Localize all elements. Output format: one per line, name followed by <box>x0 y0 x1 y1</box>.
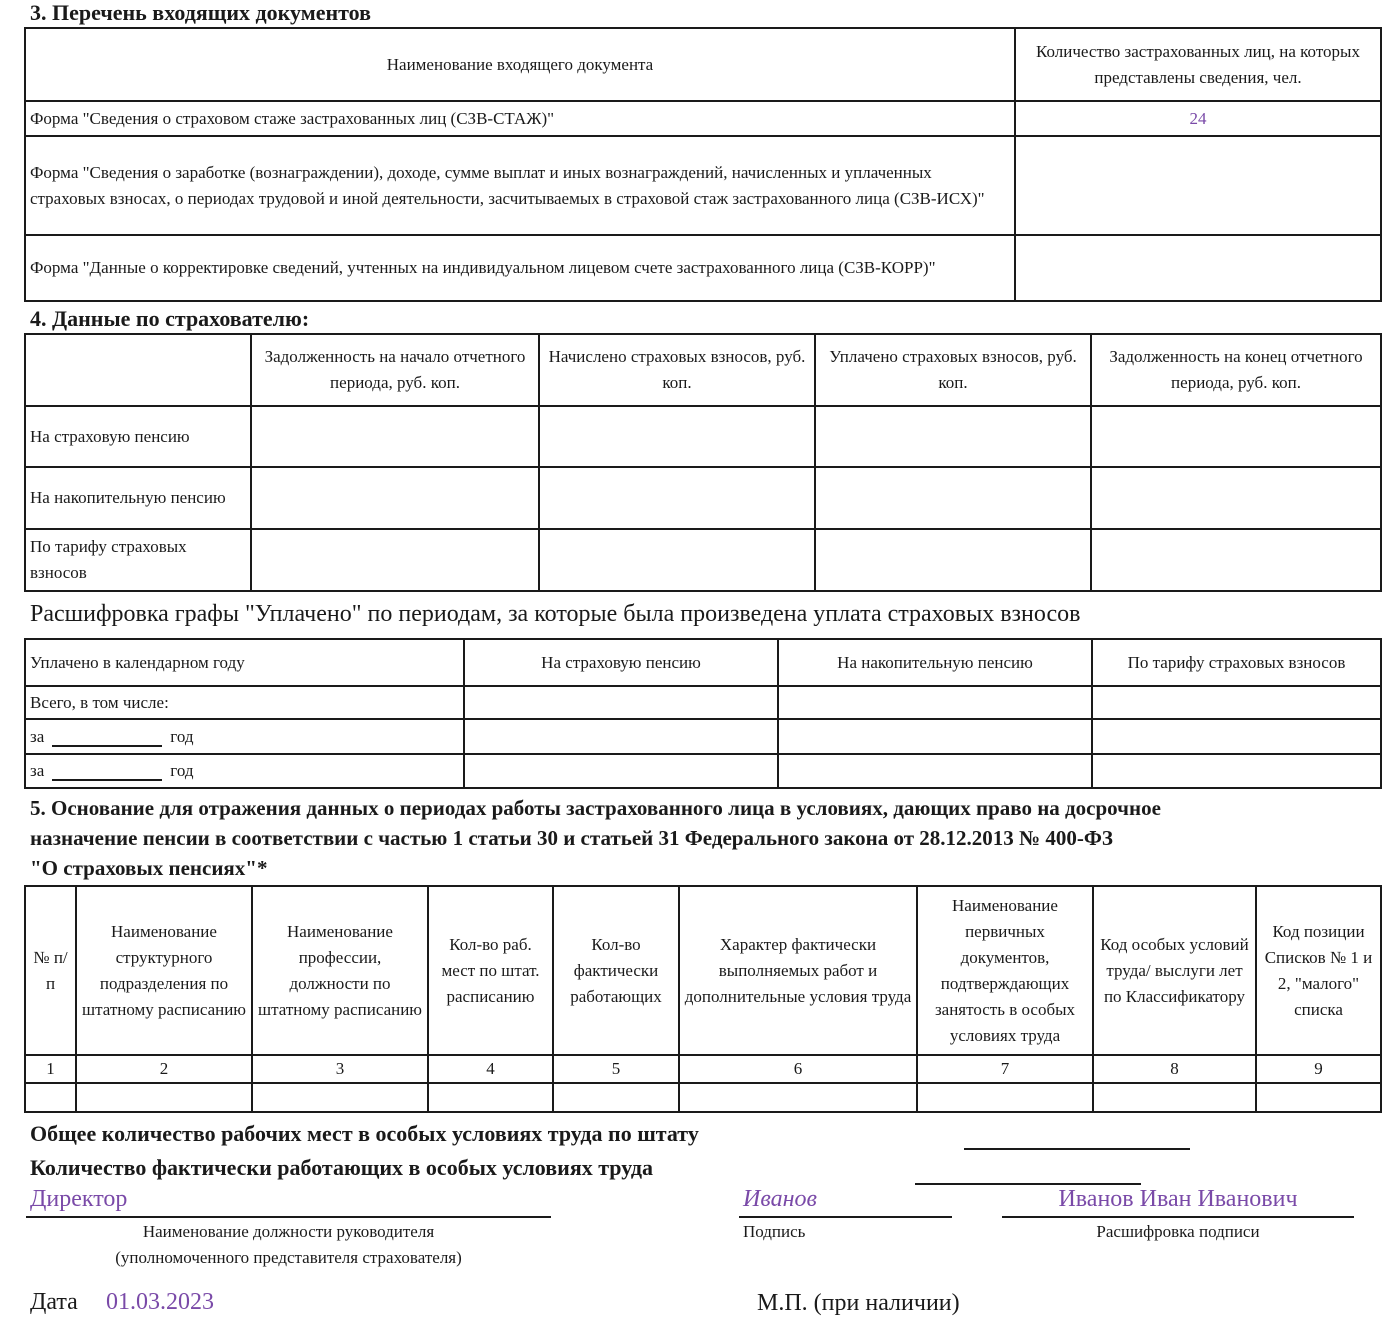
name-caption: Расшифровка подписи <box>1096 1222 1260 1241</box>
cell-input[interactable] <box>464 754 778 788</box>
col-number: 8 <box>1093 1055 1256 1083</box>
cell-input[interactable] <box>25 1083 76 1112</box>
cell-input[interactable] <box>1093 1083 1256 1112</box>
section5-title-line3: "О страховых пенсиях"* <box>30 856 268 880</box>
col-header-conditions-code: Код особых условий труда/ выслуги лет по Классификатору <box>1093 886 1256 1055</box>
col-header-primary-docs: Наименование первичных документов, подтверждающих занятость в особых условиях труда <box>917 886 1093 1055</box>
cell-input[interactable] <box>251 529 539 591</box>
cell-input[interactable] <box>679 1083 917 1112</box>
stamp-label: М.П. (при наличии) <box>757 1290 960 1316</box>
cell-input[interactable] <box>464 686 778 719</box>
col-number: 4 <box>428 1055 553 1083</box>
doc-count-szv-stazh[interactable]: 24 <box>1015 101 1381 136</box>
col-header-actual-workers: Кол-во фактически работающих <box>553 886 679 1055</box>
col-header-paid: Уплачено страховых взносов, руб. коп. <box>815 334 1091 406</box>
position-value[interactable]: Директор <box>30 1186 128 1212</box>
doc-name-szv-korr: Форма "Данные о корректировке сведений, учтенных на индивидуальном лицевом счете застрахованного лица (СЗВ-КОРР)" <box>25 235 1015 301</box>
cell-input[interactable] <box>815 529 1091 591</box>
actual-workers-label: Количество фактически работающих в особых условиях труда <box>30 1155 653 1180</box>
cell-input[interactable] <box>251 467 539 529</box>
col-header-tariff: По тарифу страховых взносов <box>1092 639 1381 686</box>
cell-input[interactable] <box>539 467 815 529</box>
cell-input[interactable] <box>1091 467 1381 529</box>
col-header-debt-start: Задолженность на начало отчетного периода, руб. коп. <box>251 334 539 406</box>
col-header-accrued: Начислено страховых взносов, руб. коп. <box>539 334 815 406</box>
col-header-insurance-pension: На страховую пенсию <box>464 639 778 686</box>
date-value[interactable]: 01.03.2023 <box>106 1289 214 1315</box>
col-header-work-nature: Характер фактически выполняемых работ и дополнительные условия труда <box>679 886 917 1055</box>
incoming-docs-table <box>24 27 1382 302</box>
col-number: 7 <box>917 1055 1093 1083</box>
cell-input[interactable] <box>815 406 1091 467</box>
year-field[interactable] <box>52 729 162 747</box>
position-caption-2: (уполномоченного представителя страхователя) <box>115 1248 462 1267</box>
cell-input[interactable] <box>1092 754 1381 788</box>
row-label-year-2 <box>25 754 464 788</box>
cell-input[interactable] <box>778 754 1092 788</box>
total-staff-places-field[interactable] <box>964 1148 1190 1150</box>
actual-workers-field[interactable] <box>915 1183 1141 1185</box>
cell-input[interactable] <box>539 529 815 591</box>
za-label: за <box>30 726 45 746</box>
col-number: 9 <box>1256 1055 1381 1083</box>
col-header-doc-name: Наименование входящего документа <box>25 28 1015 101</box>
za-label: за <box>30 761 45 780</box>
name-line <box>1002 1216 1354 1218</box>
cell-input[interactable] <box>917 1083 1093 1112</box>
cell-input[interactable] <box>1092 719 1381 754</box>
section4-title: 4. Данные по страхователю: <box>30 306 310 331</box>
cell-input[interactable] <box>251 406 539 467</box>
row-label-year-1 <box>25 719 464 754</box>
cell-input[interactable] <box>1256 1083 1381 1112</box>
position-line <box>26 1216 551 1218</box>
insurer-data-table <box>24 333 1382 592</box>
col-number: 3 <box>252 1055 428 1083</box>
col-header-insured-count: Количество застрахованных лиц, на которых представлены сведения, чел. <box>1015 28 1381 101</box>
breakdown-title: Расшифровка графы "Уплачено" по периодам, за которые была произведена уплата страховых взносов <box>30 601 1081 627</box>
cell-input[interactable] <box>539 406 815 467</box>
col-header-funded-pension: На накопительную пенсию <box>778 639 1092 686</box>
col-header-debt-end: Задолженность на конец отчетного периода, руб. коп. <box>1091 334 1381 406</box>
cell-input[interactable] <box>428 1083 553 1112</box>
col-number: 1 <box>25 1055 76 1083</box>
row-label-total: Всего, в том числе: <box>25 686 464 719</box>
cell-input[interactable] <box>778 686 1092 719</box>
god-label: год <box>170 726 194 746</box>
signature-value[interactable]: Иванов <box>743 1186 817 1212</box>
doc-count-szv-isx[interactable] <box>1015 136 1381 235</box>
signature-line <box>739 1216 952 1218</box>
cell-input[interactable] <box>1092 686 1381 719</box>
col-header-staff-places: Кол-во раб. мест по штат. расписанию <box>428 886 553 1055</box>
col-header-num: № п/п <box>25 886 76 1055</box>
name-value[interactable]: Иванов Иван Иванович <box>1058 1186 1298 1212</box>
cell-input[interactable] <box>1091 529 1381 591</box>
section5-title-line2: назначение пенсии в соответствии с частью 1 статьи 30 и статьей 31 Федерального закона от 28.12.2013 № 400-ФЗ <box>30 826 1113 850</box>
total-staff-places-label: Общее количество рабочих мест в особых условиях труда по штату <box>30 1121 699 1146</box>
col-header-list-position: Код позиции Списков № 1 и 2, "малого" списка <box>1256 886 1381 1055</box>
special-conditions-table <box>24 885 1382 1113</box>
row-label-funded-pension: На накопительную пенсию <box>25 467 251 529</box>
position-caption-1: Наименование должности руководителя <box>142 1222 435 1241</box>
position-caption <box>26 1219 551 1271</box>
col-number: 5 <box>553 1055 679 1083</box>
cell-input[interactable] <box>778 719 1092 754</box>
cell-input[interactable] <box>815 467 1091 529</box>
cell-input[interactable] <box>464 719 778 754</box>
section3-title: 3. Перечень входящих документов <box>30 0 371 25</box>
corner-cell <box>25 334 251 406</box>
cell-input[interactable] <box>553 1083 679 1112</box>
paid-breakdown-table <box>24 638 1382 789</box>
col-number: 6 <box>679 1055 917 1083</box>
col-header-paid-year: Уплачено в календарном году <box>25 639 464 686</box>
doc-name-szv-isx: Форма "Сведения о заработке (вознаграждении), доходе, сумме выплат и иных вознаграждений, начисленных и уплаченных страховых взносах, о периодах трудовой и иной деятельности, засчитываемых в страховой стаж застрахованного лица (СЗВ-ИСХ)" <box>25 136 1015 235</box>
section5-title <box>30 793 1161 883</box>
row-label-tariff: По тарифу страховых взносов <box>25 529 251 591</box>
doc-count-szv-korr[interactable] <box>1015 235 1381 301</box>
year-field[interactable] <box>52 763 162 781</box>
col-header-profession: Наименование профессии, должности по штатному расписанию <box>252 886 428 1055</box>
row-label-insurance-pension: На страховую пенсию <box>25 406 251 467</box>
cell-input[interactable] <box>252 1083 428 1112</box>
date-label: Дата <box>30 1289 78 1315</box>
col-number: 2 <box>76 1055 252 1083</box>
col-header-structural-unit: Наименование структурного подразделения по штатному расписанию <box>76 886 252 1055</box>
god-label: год <box>170 761 194 780</box>
cell-input[interactable] <box>76 1083 252 1112</box>
section5-title-line1: 5. Основание для отражения данных о периодах работы застрахованного лица в условиях, дающих право на досрочное <box>30 796 1161 820</box>
signature-caption: Подпись <box>743 1222 806 1241</box>
cell-input[interactable] <box>1091 406 1381 467</box>
doc-name-szv-stazh: Форма "Сведения о страховом стаже застрахованных лиц (СЗВ-СТАЖ)" <box>25 101 1015 136</box>
